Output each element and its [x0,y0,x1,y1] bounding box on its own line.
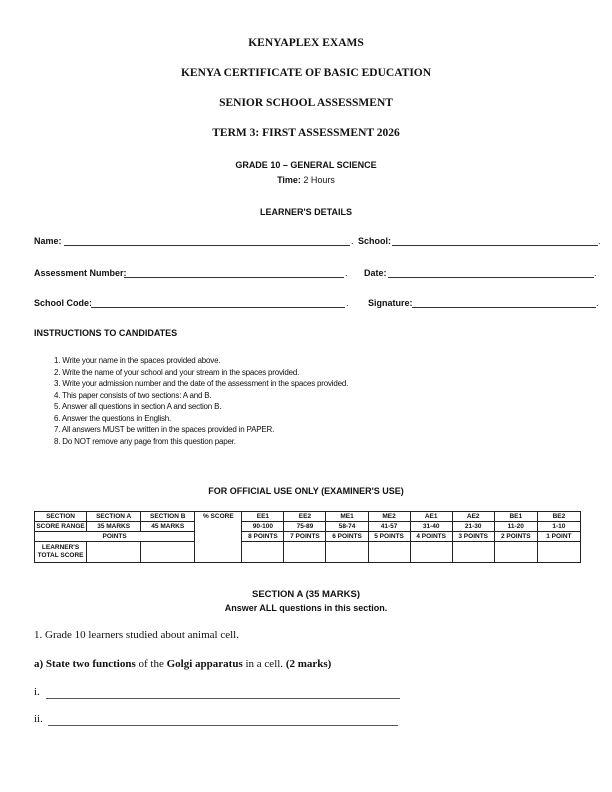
table-cell: 41-57 [368,522,410,532]
signature-field[interactable] [412,298,596,308]
instruction-item: 6. Answer the questions in English. [54,413,172,423]
table-cell: 8 POINTS [242,532,284,542]
section-a-score-cell[interactable] [87,542,141,563]
table-row [35,542,581,563]
q1a-marks: (2 marks) [285,658,332,670]
table-cell: POINTS [35,532,195,542]
official-use-title: FOR OFFICIAL USE ONLY (EXAMINER'S USE) [208,486,404,496]
answer-ii-line[interactable] [48,724,398,726]
table-cell: 21-30 [452,522,494,532]
date-field[interactable] [388,268,594,278]
grade-cell[interactable] [494,542,537,563]
question-1: 1. Grade 10 learners studied about animal cell. [34,629,239,641]
name-label: Name: [34,236,62,246]
instruction-item: 3. Write your admission number and the date of the assessment in the spaces provided. [54,379,349,388]
total-score-label-cell [35,542,87,563]
certificate-title: KENYA CERTIFICATE OF BASIC EDUCATION [180,67,432,79]
time-label: Time: [277,175,301,185]
instruction-item: 5. Answer all questions in section A and section B. [54,402,222,411]
grade-cell[interactable] [326,542,368,563]
date-field-end: . [594,268,597,278]
grade-cell[interactable] [410,542,452,563]
time-line [0,175,612,185]
table-cell: 31-40 [410,522,452,532]
grade-cell[interactable] [284,542,326,563]
school-field-end: . [598,236,601,246]
instruction-item: 2. Write the name of your school and your stream in the spaces provided. [54,367,300,377]
answer-i-label: i. [34,686,40,698]
instructions-list [54,355,574,447]
learner-details-title: LEARNER'S DETAILS [260,207,352,217]
section-a-subtitle: Answer ALL questions in this section. [224,603,388,613]
assessment-number-label: Assessment Number: [34,268,127,278]
grade-subject: GRADE 10 – GENERAL SCIENCE [235,160,377,170]
signature-label: Signature: [368,298,413,308]
table-cell: 7 POINTS [284,532,326,542]
name-field-end: . [351,236,354,246]
table-cell: 1-10 [537,522,580,532]
table-cell: 11-20 [494,522,537,532]
official-use-table [34,511,581,563]
instructions-title: INSTRUCTIONS TO CANDIDATES [34,328,178,338]
term-title: TERM 3: FIRST ASSESSMENT 2026 [212,127,400,139]
school-code-label: School Code: [34,298,92,308]
total-score-label-2: TOTAL SCORE [37,552,84,559]
table-cell: SCORE RANGE [36,523,85,530]
table-row [35,522,581,532]
table-cell: 6 POINTS [326,532,368,542]
instruction-item: 8. Do NOT remove any page from this question paper. [54,436,236,446]
table-cell: EE2 [284,512,326,522]
grade-cell[interactable] [537,542,580,563]
table-cell: ME1 [326,512,368,522]
name-field[interactable] [64,236,350,246]
instruction-item: 1. Write your name in the spaces provided above. [54,356,221,365]
table-cell: SECTION [35,512,87,522]
exam-org: KENYAPLEX EXAMS [248,37,364,49]
school-label: School: [358,236,391,246]
date-label: Date: [364,268,387,278]
table-cell: 4 POINTS [410,532,452,542]
table-cell: ME2 [368,512,410,522]
table-row [35,532,581,542]
q1a-mid: of the [135,658,167,670]
q1a-bold-2: Golgi apparatus [166,658,243,670]
school-field[interactable] [392,236,598,246]
grade-cell[interactable] [368,542,410,563]
table-cell: 58-74 [326,522,368,532]
table-cell: SECTION A [87,512,141,522]
table-cell: 3 POINTS [452,532,494,542]
school-code-end: . [346,298,349,308]
school-code-field[interactable] [91,298,345,308]
assessment-number-field[interactable] [124,268,344,278]
total-score-label-1: LEARNER'S [41,544,80,551]
table-cell: AE2 [452,512,494,522]
table-cell: AE1 [410,512,452,522]
time-value: 2 Hours [303,175,335,185]
assessment-title: SENIOR SCHOOL ASSESSMENT [219,97,393,109]
instruction-item: 4. This paper consists of two sections: A and B. [54,390,212,400]
grade-cell[interactable] [452,542,494,563]
percent-score-cell: % SCORE [195,512,242,563]
table-cell: 45 MARKS [141,522,195,532]
grade-cell[interactable] [242,542,284,563]
table-cell: 90-100 [242,522,284,532]
table-row [35,512,581,522]
section-b-score-cell[interactable] [141,542,195,563]
answer-i-line[interactable] [46,697,400,699]
q1a-bold-1: two functions [72,658,136,670]
instruction-item: 7. All answers MUST be written in the spaces provided in PAPER. [54,425,275,434]
q1a-suffix: in a cell. [242,658,286,670]
table-cell: 1 POINT [537,532,580,542]
assessment-number-end: . [345,268,348,278]
table-cell: 35 MARKS [87,522,141,532]
section-a-title: SECTION A (35 MARKS) [251,589,361,600]
signature-field-end: . [596,298,599,308]
question-1a [34,658,331,670]
table-cell: 2 POINTS [494,532,537,542]
table-cell: BE2 [537,512,580,522]
answer-ii-label: ii. [34,713,43,725]
q1a-prefix: a) State [34,658,73,670]
table-cell: 75-89 [284,522,326,532]
table-cell: SECTION B [141,512,195,522]
table-cell: BE1 [494,512,537,522]
table-cell: EE1 [242,512,284,522]
table-cell: 5 POINTS [368,532,410,542]
